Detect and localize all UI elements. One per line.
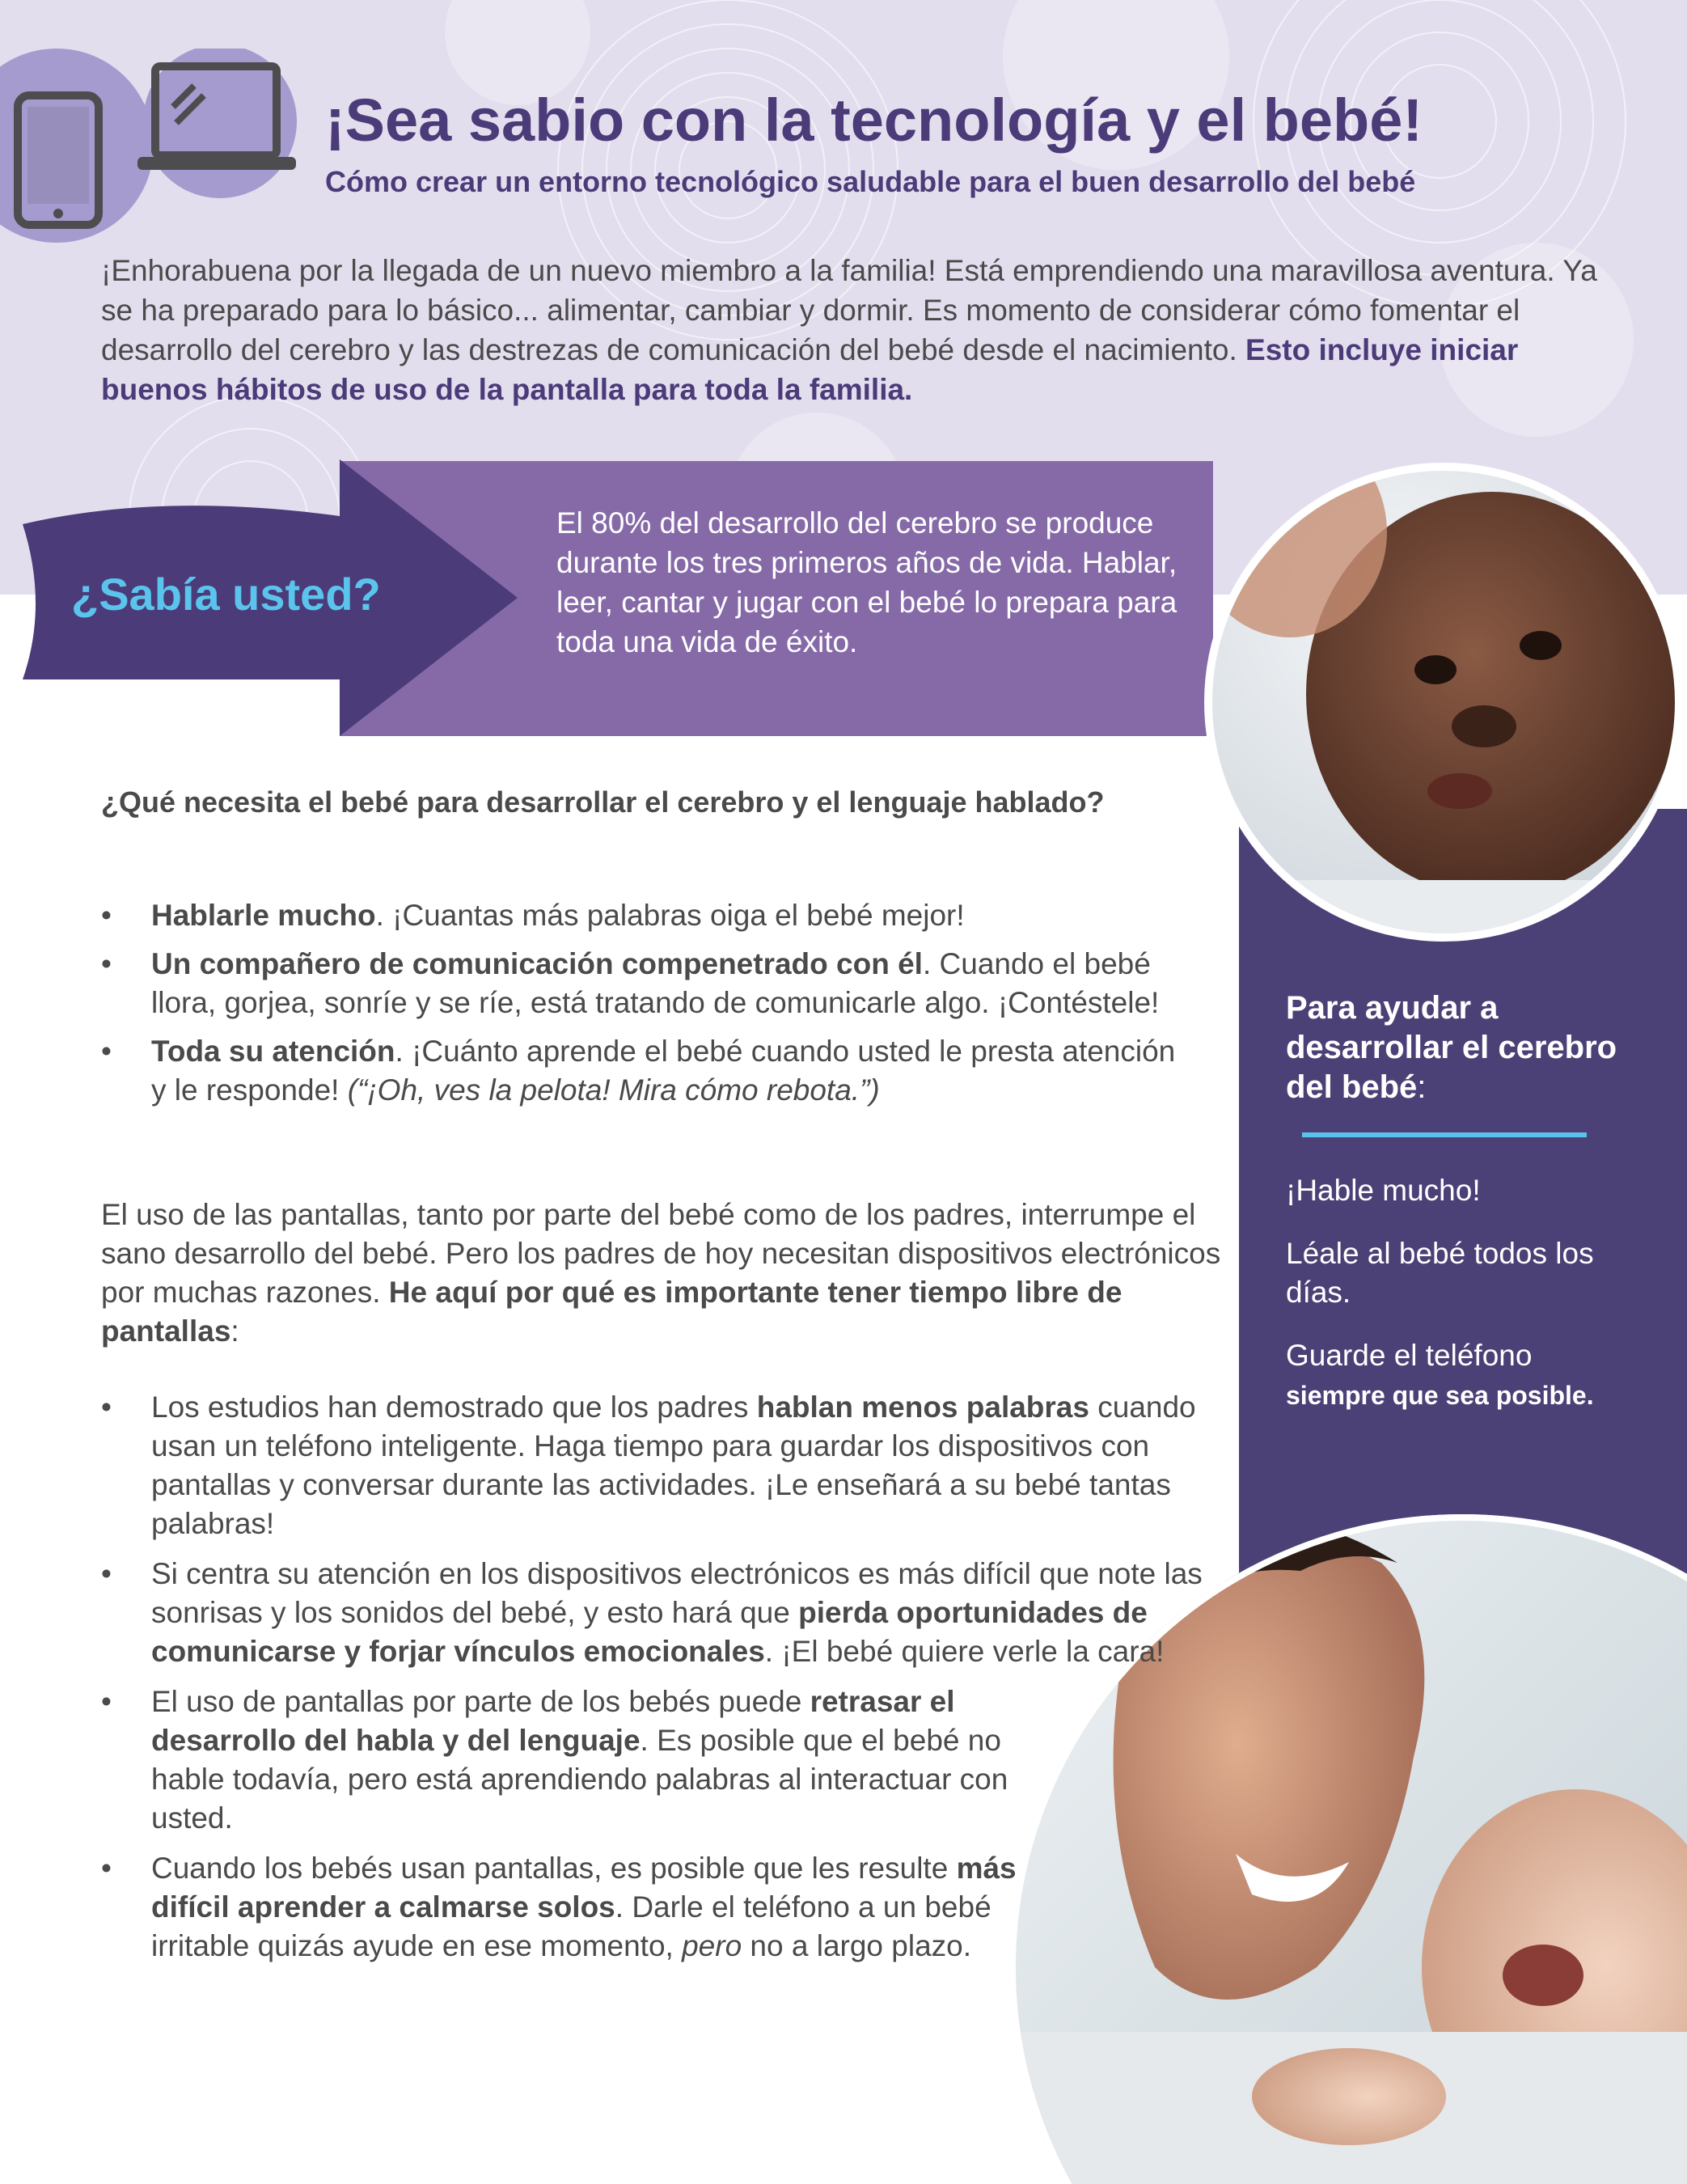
reason-bold: hablan menos palabras: [756, 1390, 1089, 1424]
tip-phone: [1286, 1336, 1666, 1415]
reason-bold: pierda oportunidades de comunicarse y forjar vínculos emocionales: [151, 1596, 1148, 1668]
tip-read: Léale al bebé todos los días.: [1286, 1237, 1594, 1309]
page-subtitle: Cómo crear un entorno tecnológico saludable para el buen desarrollo del bebé: [325, 165, 1416, 198]
reason-before: Los estudios han demostrado que los padres: [151, 1390, 757, 1424]
tips-title-text: Para ayudar a desarrollar el cerebro del bebé: [1286, 990, 1617, 1105]
tip-talk: ¡Hable mucho!: [1286, 1174, 1481, 1207]
reason-after: cuando usan un teléfono inteligente. Haga tiempo para guardar los dispositivos con pantallas y conversar durante las actividades. ¡Le enseñará a su bebé tantas palabras!: [151, 1390, 1196, 1540]
list-item: [101, 945, 1185, 1022]
reason-before: Si centra su atención en los dispositivos electrónicos es más difícil que note las sonrisas y los sonidos del bebé, y esto hará que: [151, 1557, 1203, 1629]
needs-question: ¿Qué necesita el bebé para desarrollar el cerebro y el lenguaje hablado?: [101, 785, 1105, 819]
reason-bold: retrasar el desarrollo del habla y del lenguaje: [151, 1685, 955, 1757]
list-item: [101, 1682, 1041, 1838]
did-you-know-text: El 80% del desarrollo del cerebro se produce durante los tres primeros años de vida. Hablar, leer, cantar y jugar con el bebé lo prepara para toda una vida de éxito.: [556, 506, 1178, 658]
screens-bold: He aquí por qué es importante tener tiempo libre de pantallas: [101, 1276, 1123, 1348]
screens-paragraph: [101, 1196, 1266, 1351]
tip-phone-text: Guarde el teléfono: [1286, 1339, 1533, 1372]
item-text: . Cuando el bebé llora, gorjea, sonríe y se ríe, está tratando de comunicarle algo. ¡Contéstele!: [151, 947, 1160, 1019]
tips-title-end: :: [1417, 1069, 1427, 1105]
list-item: [101, 1849, 1041, 1966]
item-italic: (“¡Oh, ves la pelota! Mira cómo rebota.”): [347, 1073, 880, 1107]
list-item: [101, 1032, 1185, 1110]
screens-text: El uso de las pantallas, tanto por parte del bebé como de los padres, interrumpe el sano desarrollo del bebé. Pero los padres de hoy necesitan dispositivos electrónicos por muchas razones.: [101, 1198, 1221, 1309]
screens-end: :: [230, 1314, 239, 1348]
reasons-list: [101, 1388, 1211, 1977]
list-item: [101, 1555, 1211, 1671]
item-bold: Toda su atención: [151, 1035, 395, 1068]
reason-after: . Darle el teléfono a un bebé irritable quizás ayude en ese momento,: [151, 1890, 991, 1962]
reason-after: . ¡El bebé quiere verle la cara!: [764, 1635, 1165, 1668]
needs-list: [101, 896, 1185, 1120]
intro-bold: Esto incluye iniciar buenos hábitos de uso de la pantalla para toda la familia.: [101, 333, 1519, 406]
tips-divider: [1302, 1132, 1587, 1137]
did-you-know-label: ¿Sabía usted?: [71, 569, 381, 620]
reason-bold: más difícil aprender a calmarse solos: [151, 1852, 1017, 1924]
item-text: . ¡Cuantas más palabras oiga el bebé mejor!: [375, 899, 965, 932]
item-text: . ¡Cuánto aprende el bebé cuando usted le presta atención y le responde!: [151, 1035, 1176, 1107]
reason-before: El uso de pantallas por parte de los bebés puede: [151, 1685, 810, 1718]
baby-photo: [1201, 459, 1686, 945]
reason-italic: pero: [682, 1929, 742, 1962]
item-bold: Hablarle mucho: [151, 899, 376, 932]
reason-end: no a largo plazo.: [742, 1929, 972, 1962]
item-bold: Un compañero de comunicación compenetrado con él: [151, 947, 923, 980]
intro-text: ¡Enhorabuena por la llegada de un nuevo miembro a la familia! Está emprendiendo una maravillosa aventura. Ya se ha preparado para lo básico... alimentar, cambiar y dormir. Es momento de considerar cómo fomentar el desarrollo del cerebro y las destrezas de comunicación del bebé desde el nacimiento.: [101, 254, 1597, 366]
list-item: [101, 1388, 1211, 1543]
intro-paragraph: [101, 251, 1605, 409]
tip-phone-small: siempre que sea posible.: [1286, 1381, 1594, 1410]
page-title: ¡Sea sabio con la tecnología y el bebé!: [325, 87, 1423, 154]
list-item: [101, 896, 1185, 935]
reason-after: . Es posible que el bebé no hable todavía, pero está aprendiendo palabras al interactuar con usted.: [151, 1724, 1008, 1835]
device-icons: [0, 49, 307, 259]
reason-before: Cuando los bebés usan pantallas, es posible que les resulte: [151, 1852, 957, 1885]
tips-title: [1286, 988, 1658, 1107]
